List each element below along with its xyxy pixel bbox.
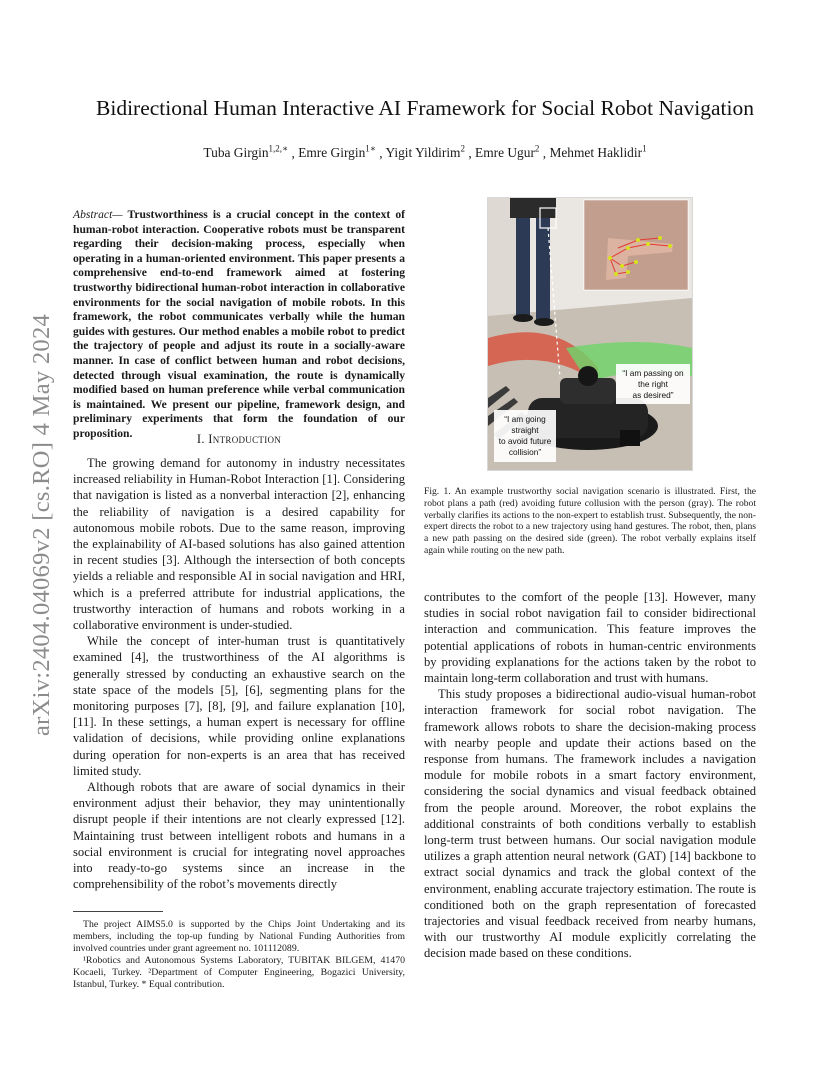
svg-text:as desired”: as desired” [632,390,674,400]
figure-caption: Fig. 1. An example trustworthy social navigation scenario is illustrated. First, the robot plans a path (red) avoiding future collusion with the person (gray). The robot verbally clarifies its actions to the non-expert to establish trust. Subsequently, the non-expert directs the robot to a new trajectory using hand gestures. The robot, then, plans a new path passing on the desired side (green). The robot verbally explains itself again while routing on the new path. [424,486,756,556]
author: Emre Ugur$^2$ [475,144,540,161]
paper-title: Bidirectional Human Interactive AI Framework for Social Robot Navigation [96,96,754,120]
speech-bubble-right [616,364,690,404]
footnote: The project AIMS5.0 is supported by the Chips Joint Undertaking and its members, including the top-up funding by National Funding Authorities from involved countries under grant agreement no. 101112089. [73,919,405,954]
svg-text:straight: straight [511,425,539,435]
svg-text:“I am passing on: “I am passing on [622,368,684,378]
right-column-body [424,589,756,962]
footnote-rule [73,911,163,912]
section-heading: I. Introduction [196,432,282,446]
abstract-label: Abstract [73,208,113,221]
arxiv-id-text: arXiv:2404.04069v2 [cs.RO] 4 May 2024 [28,313,55,737]
speech-bubble-left [494,410,556,462]
svg-text:the right: the right [638,379,668,389]
footnotes [73,919,405,991]
svg-text:to avoid future: to avoid future [498,436,552,446]
figure-1-photo [487,197,693,471]
abstract-text: Trustworthiness is a crucial concept in the context of human-robot interaction. Cooperative robots must be transparent regarding their decision-making process, especially when operating in a human-oriented environment. This paper presents a comprehensive end-to-end framework aimed at fostering trustworthy bidirectional human-robot interaction in collaborative environments for the social navigation of mobile robots. In this framework, the robot communicates verbally while the human guides with gestures. Our method enables a mobile robot to predict the trajectory of people and adjust its route in a socially-aware manner. In case of conflict between human and robot decisions, detected through visual examination, the route is dynamically modified based on human preference while verbal communication is maintained. We present our pipeline, framework design, and preliminary experiments that form the foundation of our proposition. [73,208,405,440]
left-column-body [73,455,405,892]
paragraph: This study proposes a bidirectional audio-visual human-robot interaction framework for social robot navigation. The framework allows robots to share the decision-making process with nearby people and update their actions based on the response from humans. The framework includes a navigation module for mobile robots in a smart factory environment, considering the social dynamics and visual feedback obtained from the people around. Moreover, the robot explains the additional constraints of both conditions verbally to establish long-term trust between humans. Our social navigation module utilizes a graph attention neural network (GAT) [14] backbone to extract social dynamics and track the global context of the environment, enabling accurate trajectory estimation. The route is conditioned both on the graph representation of forecasted trajectories and visual feedback received from nearby humans, with our trustworthy AI module explicitly correlating the decision made based on these conditions. [424,687,756,961]
paragraph: While the concept of inter-human trust is quantitatively examined [4], the trustworthiness of the AI algorithms is generally stressed by conducting an exhaustive search on the state space of the models [5], [6], segmenting plans for the monitoring purposes [7], [8], [9], and failure explanation [10], [11]. In these settings, a human expert is necessary for offline validation of decisions, while providing online explanations during operation for non-experts is an area that has received limited study. [73,634,405,778]
author: Mehmet Haklidir$^1$ [549,144,647,161]
paragraph: The growing demand for autonomy in industry necessitates increased reliability in Human-Robot Interaction [1]. Considering that navigation is listed as a nonverbal interaction [2], enhancing the reliability of navigation is a desired capability for autonomous mobile robots. Due to the same reason, improving the explainability of AI-based solutions has also gained attention in recent studies [3]. Although the intersection of both concepts yields a reliable and responsible AI in social navigation and HRI, which is a preferred attribute for industrial applications, the trustworthy interaction of humans and robots working in a collaborative environment is under-studied. [73,456,405,633]
author: Yigit Yildirim$^2$ [385,144,465,161]
svg-text:“I am going: “I am going [504,414,546,424]
author: Emre Girgin$^{1∗}$ [298,144,376,161]
svg-text:collision”: collision” [508,447,542,457]
paragraph: Although robots that are aware of social dynamics in their environment adjust their behavior, they may unintentionally disrupt people if their intentions are not clearly expressed [12]. Maintaining trust between intelligent robots and humans in a social environment is crucial for integrating novel approaches into ready-to-go systems since an increase in the comprehensibility of the robot’s movements directly [73,780,405,892]
hand-keypoints-inset [584,200,688,290]
author: Tuba Girgin$^{1,2,∗}$ [203,144,289,161]
paragraph: contributes to the comfort of the people [13]. However, many studies in social robot navigation fail to consider bidirectional interaction and communication. This feature improves the potential applications of robots in human-centric environments by providing explanations for the actions taken by the robot to maintain long-term collaboration and trust with humans. [424,590,756,686]
footnote: ¹Robotics and Autonomous Systems Laboratory, TUBITAK BILGEM, 41470 Kocaeli, Turkey. ²Department of Computer Engineering, Bogazici University, Istanbul, Turkey. * Equal contribution. [73,955,405,990]
author-list: Tuba Girgin$^{1,2,∗}$ , Emre Girgin$^{1∗}$ , Yigit Yildirim$^2$ , Emre Ugur$^2$ , Mehmet Haklidir$^1$ [203,144,647,161]
arxiv-identifier [18,290,66,760]
abstract: Abstract— Trustworthiness is a crucial concept in the context of human-robot interaction. Cooperative robots must be transparent regarding their decision-making process, especially when operating in a human-oriented environment. This paper presents a comprehensive end-to-end framework aimed at fostering trustworthy bidirectional human-robot interaction in collaborative environments for the social navigation of mobile robots. In this framework, the robot communicates verbally while the human guides with gestures. Our method enables a mobile robot to predict the trajectory of people and adjust its route in a socially-aware manner. In case of conflict between human and robot decisions, detected through visual examination, the route is dynamically modified based on human preference while verbal communication is maintained. We present our pipeline, framework design, and preliminary experiments that form the foundation of our proposition. [73,208,405,440]
